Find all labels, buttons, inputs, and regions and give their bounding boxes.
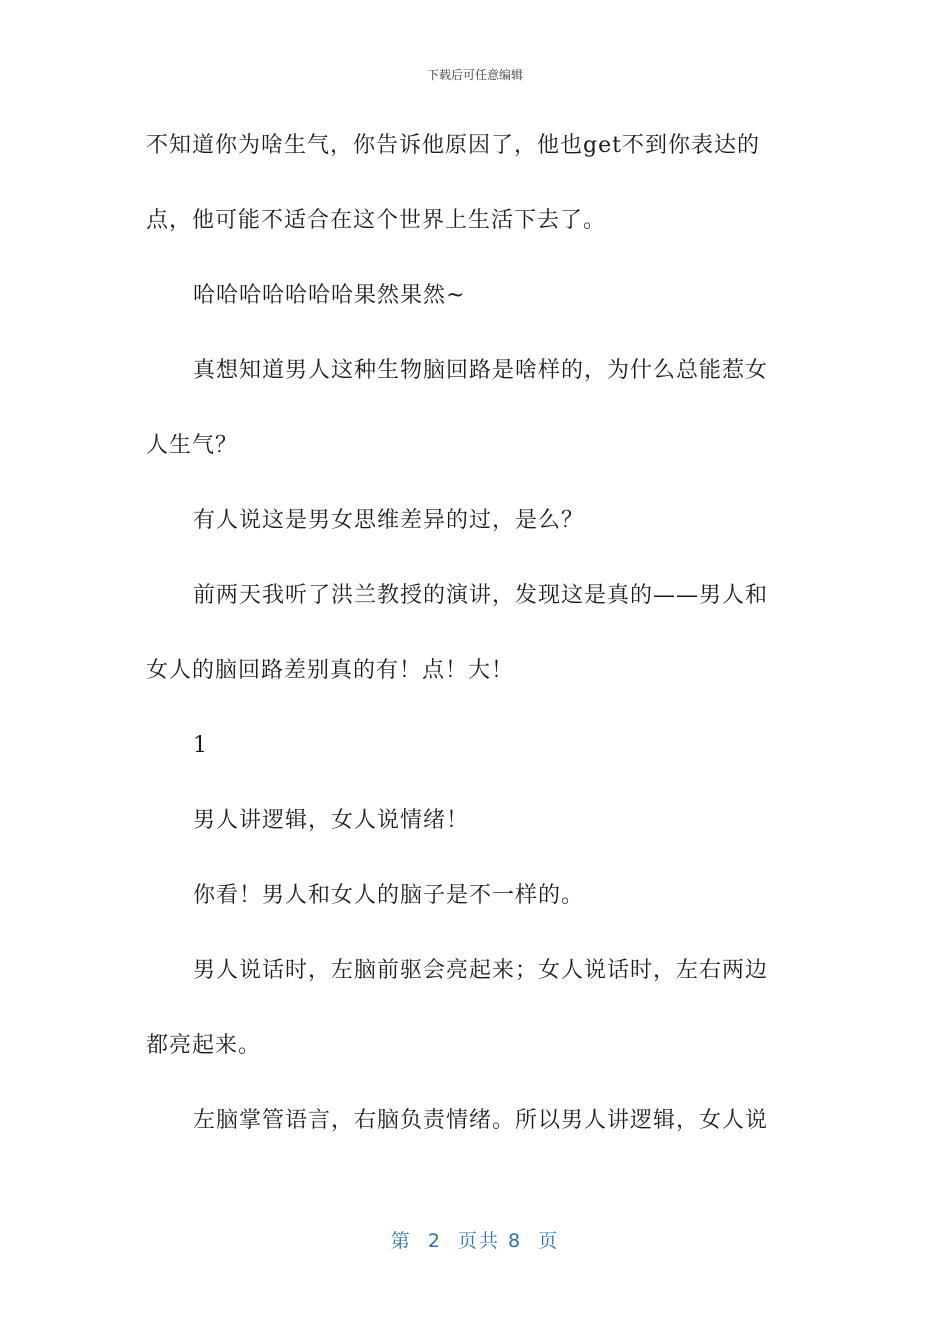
text-line-7: 前两天我听了洪兰教授的演讲，发现这是真的——男人和 <box>193 583 769 608</box>
text-line-13: 都亮起来。 <box>146 1033 262 1058</box>
document-body <box>146 128 796 1178</box>
text-line-8: 女人的脑回路差别真的有！点！大！ <box>146 658 515 683</box>
text-line-1: 不知道你为啥生气，你告诉他原因了，他也get不到你表达的 <box>146 133 760 158</box>
text-line-5: 人生气？ <box>146 433 239 458</box>
section-heading: 男人讲逻辑，女人说情绪！ <box>193 808 470 833</box>
text-line-11: 你看！男人和女人的脑子是不一样的。 <box>193 883 585 908</box>
page-header: 下载后可任意编辑 <box>426 68 523 82</box>
text-line-14: 左脑掌管语言，右脑负责情绪。所以男人讲逻辑，女人说 <box>193 1108 769 1133</box>
text-line-6: 有人说这是男女思维差异的过，是么？ <box>193 508 585 533</box>
page-footer <box>0 1226 950 1253</box>
page-number-text: 第 2 页共 8 页 <box>390 1230 560 1252</box>
section-number: 1 <box>193 733 208 758</box>
text-line-2: 点，他可能不适合在这个世界上生活下去了。 <box>146 208 607 233</box>
text-line-4: 真想知道男人这种生物脑回路是啥样的，为什么总能惹女 <box>193 358 769 383</box>
text-line-12: 男人说话时，左脑前驱会亮起来；女人说话时，左右两边 <box>193 958 769 983</box>
text-line-3: 哈哈哈哈哈哈哈果然果然~ <box>193 283 466 308</box>
